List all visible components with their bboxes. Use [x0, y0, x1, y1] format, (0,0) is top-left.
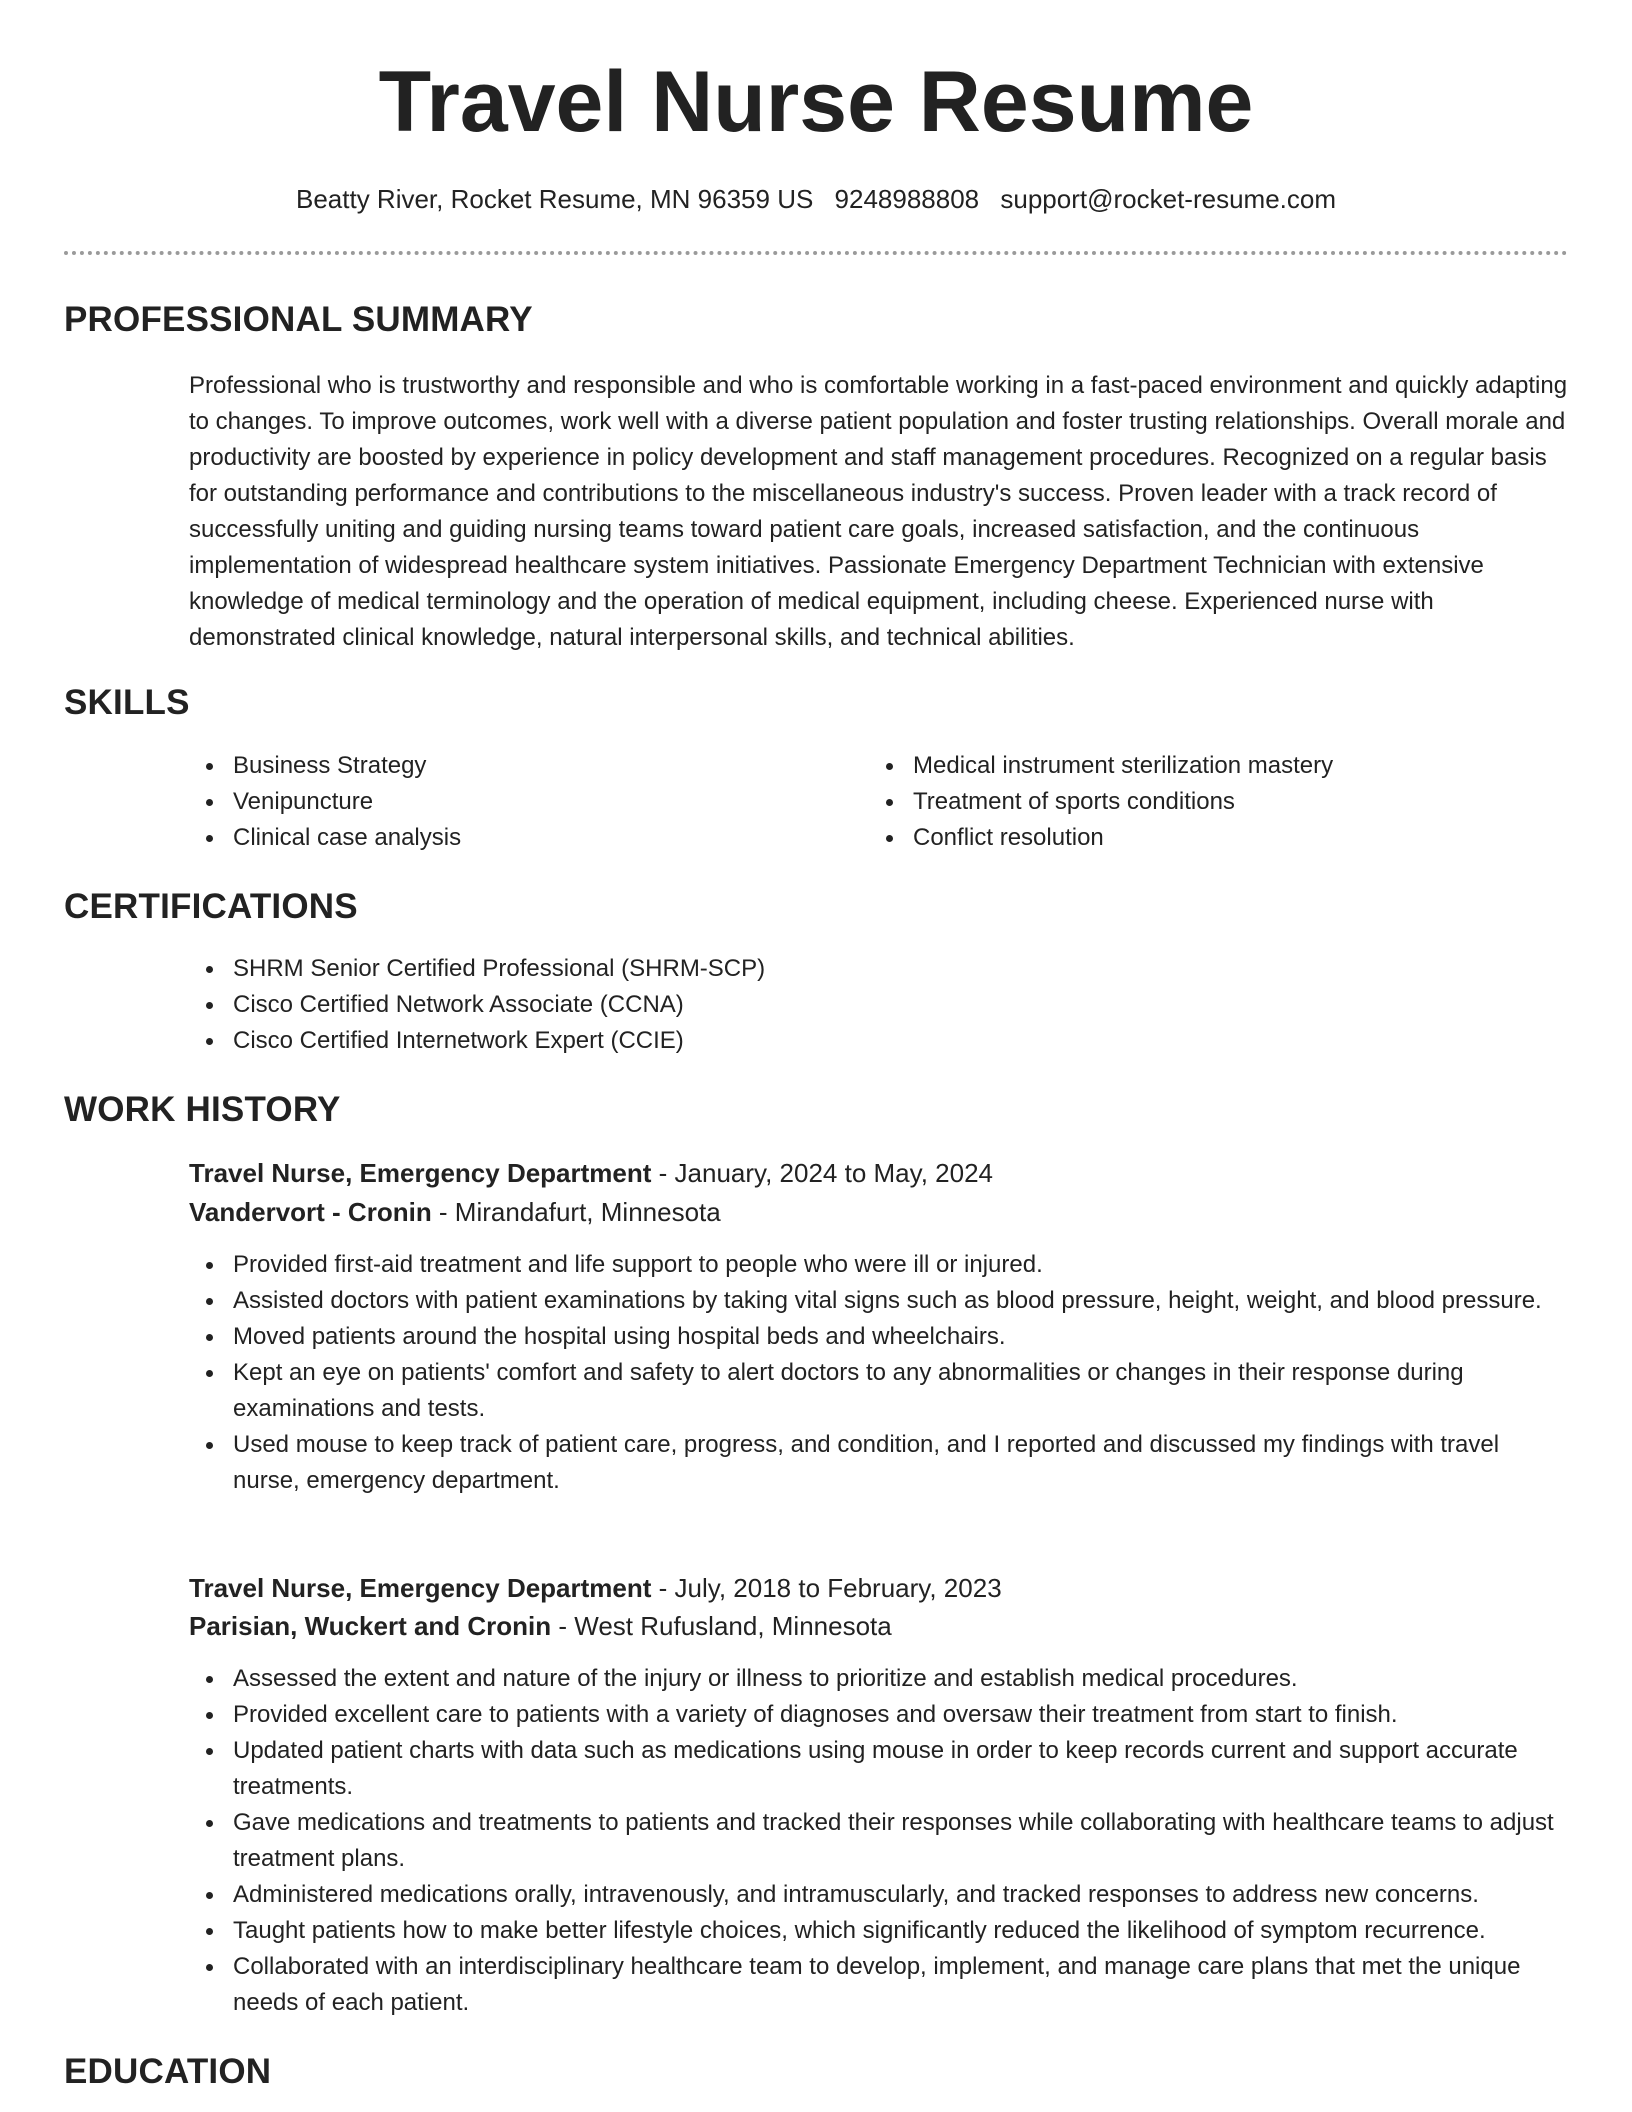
list-item: Assisted doctors with patient examinations by taking vital signs such as blood pressure, height, weight, and blood pressure.: [189, 1283, 1569, 1319]
job-1-duties: [189, 1247, 1569, 1499]
list-item: Provided first-aid treatment and life support to people who were ill or injured.: [189, 1247, 1569, 1283]
skills-list-left: [189, 748, 849, 856]
list-item: Cisco Certified Internetwork Expert (CCIE): [189, 1023, 1569, 1059]
list-item: Cisco Certified Network Associate (CCNA): [189, 987, 1569, 1023]
summary-text: Professional who is trustworthy and responsible and who is comfortable working in a fast-paced environment and quickly adapting to changes. To improve outcomes, work well with a diverse patient population and foster trusting relationships. Overall morale and productivity are boosted by experience in policy development and staff management procedures. Recognized on a regular basis for outstanding performance and contributions to the miscellaneous industry's success. Proven leader with a track record of successfully uniting and guiding nursing teams toward patient care goals, increased satisfaction, and the continuous implementation of widespread healthcare system initiatives. Passionate Emergency Department Technician with extensive knowledge of medical terminology and the operation of medical equipment, including cheese. Experienced nurse with demonstrated clinical knowledge, natural interpersonal skills, and technical abilities.: [189, 372, 1568, 651]
resume-title: Travel Nurse Resume: [378, 54, 1254, 150]
job-2-company-line: [189, 1608, 892, 1644]
list-item: Venipuncture: [189, 784, 849, 820]
list-item: Clinical case analysis: [189, 820, 849, 856]
job-2-title: Travel Nurse, Emergency Department: [189, 1573, 652, 1603]
certifications-heading: CERTIFICATIONS: [64, 887, 358, 926]
list-item: Moved patients around the hospital using hospital beds and wheelchairs.: [189, 1319, 1569, 1355]
list-item: Kept an eye on patients' comfort and safety to alert doctors to any abnormalities or changes in their response during examinations and tests.: [189, 1355, 1569, 1427]
list-item: Administered medications orally, intravenously, and intramuscularly, and tracked responses to address new concerns.: [189, 1877, 1569, 1913]
job-2-company: Parisian, Wuckert and Cronin: [189, 1611, 552, 1641]
job-1-company-line: [189, 1194, 721, 1230]
job-1-company: Vandervort - Cronin: [189, 1197, 432, 1227]
list-item: Updated patient charts with data such as medications using mouse in order to keep records current and support accurate treatments.: [189, 1733, 1569, 1805]
summary-heading: PROFESSIONAL SUMMARY: [64, 300, 533, 339]
list-item: Taught patients how to make better lifestyle choices, which significantly reduced the likelihood of symptom recurrence.: [189, 1913, 1569, 1949]
contact-line: [0, 183, 1632, 215]
job-1-location: - Mirandafurt, Minnesota: [431, 1197, 721, 1227]
job-2-title-line: [189, 1570, 1002, 1606]
list-item: Used mouse to keep track of patient care, progress, and condition, and I reported and discussed my findings with travel nurse, emergency department.: [189, 1427, 1569, 1499]
job-1-title: Travel Nurse, Emergency Department: [189, 1158, 652, 1188]
list-item: Conflict resolution: [869, 820, 1569, 856]
job-2-duties: [189, 1661, 1569, 2021]
list-item: Treatment of sports conditions: [869, 784, 1569, 820]
list-item: Provided excellent care to patients with a variety of diagnoses and oversaw their treatment from start to finish.: [189, 1697, 1569, 1733]
job-2-location: - West Rufusland, Minnesota: [551, 1611, 892, 1641]
list-item: Assessed the extent and nature of the injury or illness to prioritize and establish medical procedures.: [189, 1661, 1569, 1697]
skills-list-right: [869, 748, 1569, 856]
list-item: Gave medications and treatments to patients and tracked their responses while collaborating with healthcare teams to adjust treatment plans.: [189, 1805, 1569, 1877]
job-1-dates: - January, 2024 to May, 2024: [651, 1158, 993, 1188]
list-item: Business Strategy: [189, 748, 849, 784]
list-item: Collaborated with an interdisciplinary healthcare team to develop, implement, and manage care plans that met the unique needs of each patient.: [189, 1949, 1569, 2021]
contact-email: support@rocket-resume.com: [1000, 184, 1337, 214]
contact-address: Beatty River, Rocket Resume, MN 96359 US: [295, 184, 814, 214]
job-1-title-line: [189, 1155, 993, 1191]
skills-heading: SKILLS: [64, 683, 190, 722]
contact-phone: 9248988808: [834, 184, 980, 214]
certifications-list: [189, 951, 1569, 1059]
header-divider: [64, 251, 1568, 255]
list-item: SHRM Senior Certified Professional (SHRM-SCP): [189, 951, 1569, 987]
list-item: Medical instrument sterilization mastery: [869, 748, 1569, 784]
work-history-heading: WORK HISTORY: [64, 1090, 341, 1129]
job-2-dates: - July, 2018 to February, 2023: [651, 1573, 1002, 1603]
education-heading: EDUCATION: [64, 2052, 272, 2091]
